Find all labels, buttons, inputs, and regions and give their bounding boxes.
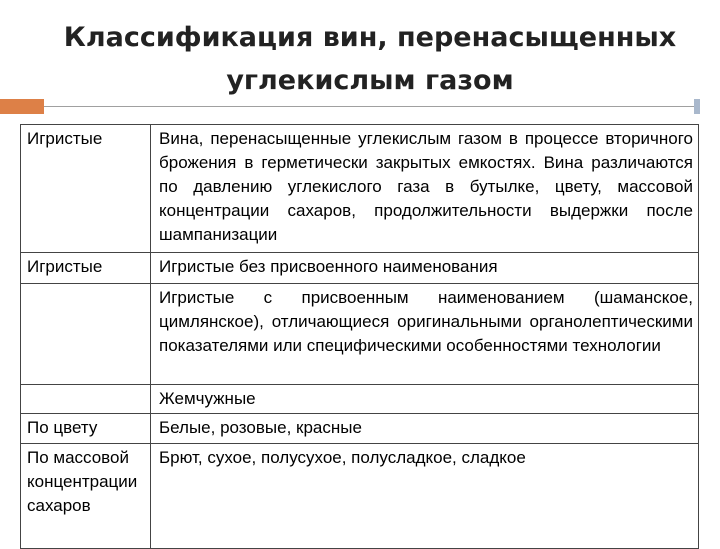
- category-cell: По цвету: [21, 414, 151, 444]
- description-cell: Игристые с присвоенным наименованием (шаманское, цимлянское), отличающиеся оригинальными органолептическими показателями или специфическими особенностями технологии: [151, 284, 699, 385]
- table-row: [21, 414, 699, 444]
- description-cell: Вина, перенасыщенные углекислым газом в процессе вторичного брожения в герметически закрытых емкостях. Вина различаются по давлению углекислого газа в бутылке, цвету, массовой концентрации сахаров, продолжительности выдержки после шампанизации: [151, 125, 699, 253]
- table-row: [21, 125, 699, 253]
- description-cell: Брют, сухое, полусухое, полусладкое, сладкое: [151, 444, 699, 549]
- table-row: [21, 385, 699, 414]
- classification-table: [20, 124, 699, 549]
- description-cell: Белые, розовые, красные: [151, 414, 699, 444]
- category-cell: Игристые: [21, 125, 151, 253]
- table-row: [21, 253, 699, 284]
- category-cell: [21, 385, 151, 414]
- accent-bar-blue: [694, 99, 700, 114]
- divider-line: [44, 106, 700, 107]
- slide-title: Классификация вин, перенасыщенных углекислым газом: [63, 22, 677, 96]
- table-row: [21, 284, 699, 385]
- table-row: [21, 444, 699, 549]
- accent-bar-orange: [0, 99, 44, 114]
- category-cell: Игристые: [21, 253, 151, 284]
- description-cell: Жемчужные: [151, 385, 699, 414]
- category-cell: По массовой концентрации сахаров: [21, 444, 151, 549]
- category-cell: [21, 284, 151, 385]
- description-cell: Игристые без присвоенного наименования: [151, 253, 699, 284]
